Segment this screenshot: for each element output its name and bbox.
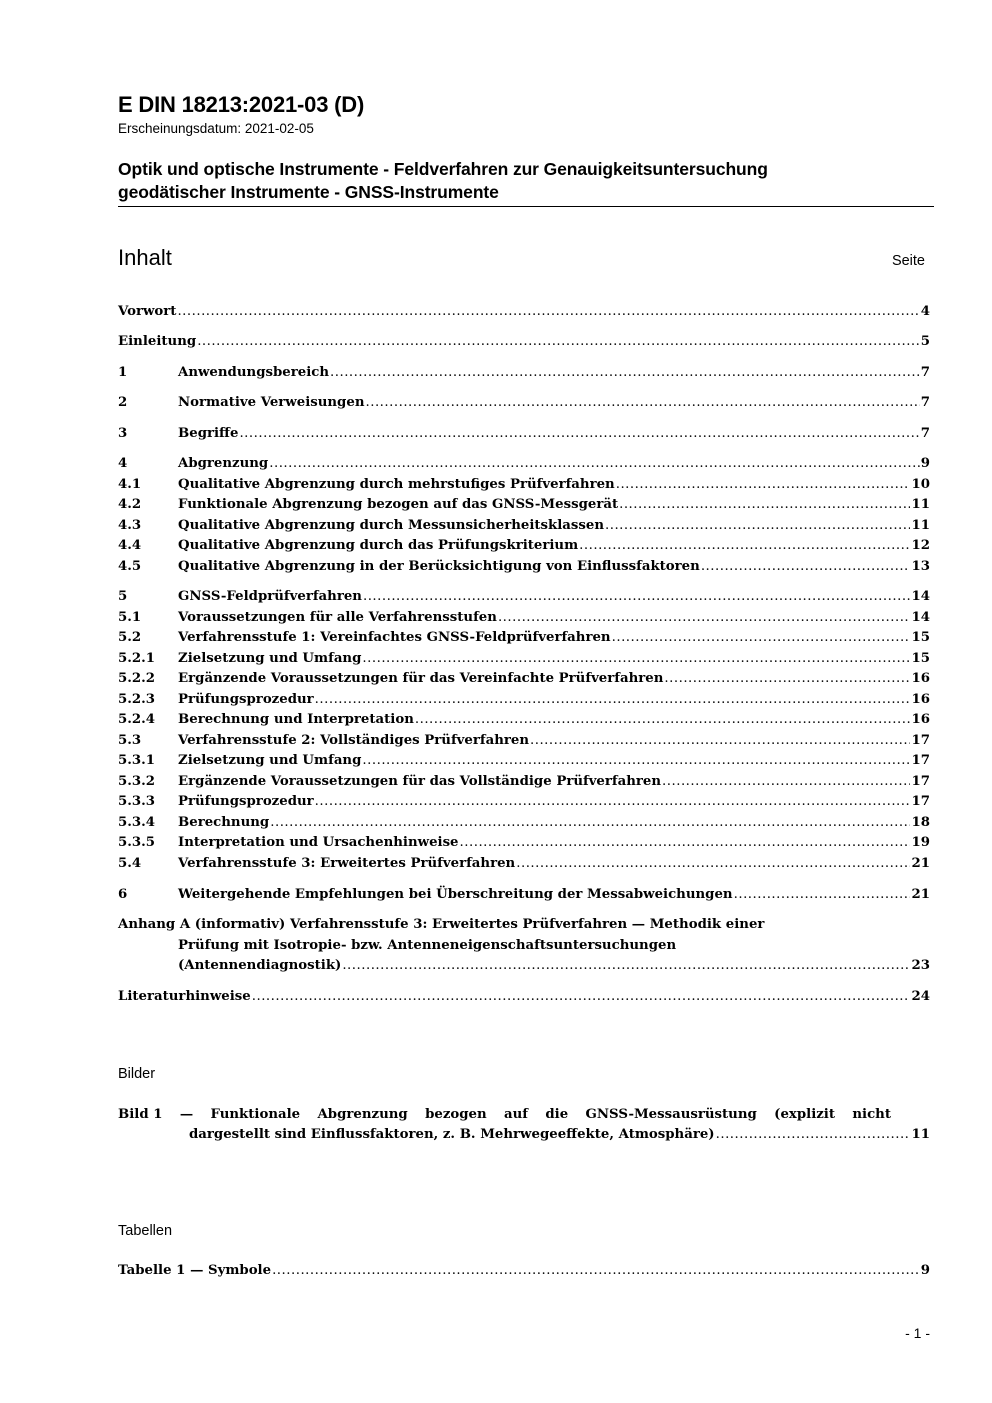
leader-dots — [605, 516, 910, 537]
leader-dots — [363, 587, 911, 608]
toc-page: 17 — [911, 794, 930, 809]
page-column-label: Seite — [891, 253, 925, 269]
bild-1-word: GNSS-Messausrüstung — [585, 1107, 757, 1122]
toc-label: Funktionale Abgrenzung bezogen auf das GNSS-Messgerät — [178, 497, 619, 512]
toc-entry-3[interactable] — [118, 424, 930, 445]
toc-entry-4-5[interactable] — [118, 557, 930, 578]
page-number: - 1 - — [905, 1325, 930, 1341]
toc-number: 4.5 — [118, 558, 142, 574]
leader-dots — [272, 1261, 920, 1282]
toc-entry-5-2-3[interactable] — [118, 690, 930, 711]
toc-number: 2 — [118, 395, 128, 410]
anhang-a-line-3 — [118, 956, 930, 977]
leader-dots — [612, 628, 911, 649]
bild-1-word: auf — [504, 1107, 529, 1122]
toc-page: 15 — [911, 650, 930, 666]
toc-entry-5-2-1[interactable] — [118, 649, 930, 670]
toc-label: Begriffe — [178, 426, 239, 441]
toc-number: 1 — [118, 365, 128, 380]
bild-1-word: Bild 1 — [118, 1107, 163, 1122]
leader-dots — [252, 987, 911, 1008]
toc-page: 16 — [911, 691, 930, 707]
toc-label: Ergänzende Voraussetzungen für das Vereinfachte Prüfverfahren — [178, 671, 664, 686]
toc-number: 5.3.5 — [118, 835, 156, 850]
toc-label: Normative Verweisungen — [178, 395, 365, 410]
toc-number: 5.2 — [118, 630, 142, 645]
bild-1-word: (explizit — [774, 1107, 835, 1122]
toc-page: 11 — [911, 1127, 930, 1142]
toc-entry-tabelle-1[interactable] — [118, 1261, 930, 1282]
toc-block-front — [118, 302, 930, 323]
toc-number: 5.2.2 — [118, 671, 156, 686]
tables-heading: Tabellen — [118, 1223, 173, 1239]
toc-label: Anwendungsbereich — [178, 365, 330, 380]
toc-entry-5-1[interactable] — [118, 608, 930, 629]
toc-block-section-3 — [118, 424, 930, 445]
leader-dots — [197, 332, 920, 353]
toc-label: (Antennendiagnostik) — [178, 958, 342, 973]
toc-page: 18 — [911, 814, 930, 830]
leader-dots — [664, 669, 910, 690]
leader-dots — [516, 854, 910, 875]
toc-label: Berechnung — [178, 814, 270, 830]
contents-heading: Inhalt — [118, 245, 172, 270]
toc-block-einleitung — [118, 332, 930, 353]
toc-page: 7 — [920, 426, 930, 441]
toc-entry-1[interactable] — [118, 363, 930, 384]
toc-page: 5 — [920, 334, 930, 349]
toc-label: Prüfungsprozedur — [178, 794, 314, 809]
toc-label: Abgrenzung — [178, 456, 269, 471]
toc-label: dargestellt sind Einflussfaktoren, z. B. Mehrwegeeffekte, Atmosphäre) — [189, 1127, 715, 1142]
leader-dots — [315, 792, 911, 813]
toc-label: GNSS-Feldprüfverfahren — [178, 589, 362, 604]
toc-label: Qualitative Abgrenzung durch Messunsicherheitsklassen — [178, 517, 604, 533]
toc-label: Qualitative Abgrenzung durch das Prüfungskriterium — [178, 538, 579, 553]
toc-page: 17 — [911, 732, 930, 748]
leader-dots — [269, 454, 920, 475]
toc-entry-einleitung[interactable] — [118, 332, 930, 353]
leader-dots — [315, 690, 911, 711]
title-line-1: Optik und optische Instrumente - Feldverfahren zur Genauigkeitsuntersuchung — [118, 159, 768, 179]
toc-entry-4[interactable] — [118, 454, 930, 475]
toc-page: 19 — [911, 835, 930, 850]
publication-date: Erscheinungsdatum: 2021-02-05 — [118, 121, 314, 136]
toc-number: 5.3.2 — [118, 773, 156, 789]
toc-block-tabellen — [118, 1261, 930, 1282]
bild-1-word: Abgrenzung — [317, 1107, 408, 1122]
toc-page: 16 — [911, 712, 930, 727]
toc-number: 5.3.3 — [118, 794, 156, 809]
leader-dots — [498, 608, 911, 629]
toc-page: 11 — [911, 517, 930, 533]
toc-page: 15 — [911, 630, 930, 645]
toc-page: 16 — [911, 671, 930, 686]
toc-label: Einleitung — [118, 334, 197, 349]
toc-page: 14 — [911, 589, 930, 604]
toc-page: 10 — [911, 476, 930, 492]
toc-block-section-6 — [118, 885, 930, 906]
toc-block-section-5 — [118, 587, 930, 874]
bild-1-line-2 — [118, 1125, 930, 1146]
toc-block-literatur — [118, 987, 930, 1008]
toc-entry-5-2[interactable] — [118, 628, 930, 649]
anhang-a-line-1: Anhang A (informativ) Verfahrensstufe 3: Erweitertes Prüfverfahren — Methodik einer — [118, 917, 765, 932]
toc-label: Verfahrensstufe 3: Erweitertes Prüfverfahren — [178, 855, 516, 871]
leader-dots — [579, 536, 910, 557]
toc-page: 21 — [911, 855, 930, 871]
toc-entry-5-3-5[interactable] — [118, 833, 930, 854]
toc-entry-5-3-2[interactable] — [118, 772, 930, 793]
toc-number: 5.3.4 — [118, 814, 156, 830]
toc-page: 23 — [911, 958, 930, 973]
leader-dots — [701, 557, 911, 578]
bild-1-word: nicht — [852, 1107, 891, 1122]
leader-dots — [662, 772, 910, 793]
leader-dots — [460, 833, 911, 854]
leader-dots — [716, 1125, 911, 1146]
toc-label: Literaturhinweise — [118, 989, 251, 1004]
toc-number: 6 — [118, 887, 128, 902]
toc-label: Qualitative Abgrenzung durch mehrstufiges Prüfverfahren — [178, 476, 615, 492]
bild-1-word: — — [179, 1107, 194, 1122]
title-divider — [118, 206, 934, 207]
toc-number: 5.1 — [118, 609, 142, 625]
leader-dots — [619, 495, 910, 516]
bild-1-word: Funktionale — [210, 1107, 301, 1122]
toc-page: 24 — [911, 989, 930, 1004]
bild-1-line-1 — [118, 1104, 891, 1125]
toc-label: Ergänzende Voraussetzungen für das Vollständige Prüfverfahren — [178, 773, 662, 789]
toc-number: 4.2 — [118, 497, 142, 512]
toc-page: 21 — [911, 887, 930, 902]
toc-number: 5.2.4 — [118, 712, 156, 727]
toc-number: 5.2.1 — [118, 650, 156, 666]
toc-block-section-1 — [118, 363, 930, 384]
toc-entry-5-3-3[interactable] — [118, 792, 930, 813]
toc-page: 7 — [920, 365, 930, 380]
toc-entry-5-3[interactable] — [118, 731, 930, 752]
document-id: E DIN 18213:2021-03 (D) — [118, 92, 365, 117]
toc-number: 5 — [118, 589, 128, 604]
toc-number: 4.1 — [118, 476, 142, 492]
leader-dots — [734, 885, 911, 906]
toc-label: Verfahrensstufe 2: Vollständiges Prüfverfahren — [178, 732, 529, 748]
anhang-a-line-2: Prüfung mit Isotropie- bzw. Antenneneigenschaftsuntersuchungen — [178, 937, 677, 953]
toc-label: Vorwort — [118, 304, 177, 319]
toc-entry-6[interactable] — [118, 885, 930, 906]
leader-dots — [362, 751, 910, 772]
toc-label: Voraussetzungen für alle Verfahrensstufen — [178, 609, 497, 625]
toc-entry-literaturhinweise[interactable] — [118, 987, 930, 1008]
toc-entry-4-1[interactable] — [118, 475, 930, 496]
toc-number: 5.3.1 — [118, 753, 156, 768]
toc-label: Berechnung und Interpretation — [178, 712, 414, 727]
toc-entry-bild-1[interactable] — [118, 1104, 930, 1146]
toc-page: 4 — [920, 304, 930, 319]
toc-label: Interpretation und Ursachenhinweise — [178, 835, 459, 850]
figures-heading: Bilder — [118, 1066, 156, 1082]
toc-label: Qualitative Abgrenzung in der Berücksichtigung von Einflussfaktoren — [178, 558, 700, 574]
toc-number: 4.3 — [118, 517, 142, 533]
leader-dots — [270, 813, 910, 834]
leader-dots — [616, 475, 911, 496]
toc-number: 5.3 — [118, 732, 142, 748]
toc-number: 5.2.3 — [118, 691, 156, 707]
leader-dots — [362, 649, 910, 670]
toc-entry-5-3-1[interactable] — [118, 751, 930, 772]
leader-dots — [530, 731, 910, 752]
toc-page: 9 — [920, 456, 930, 471]
leader-dots — [330, 363, 920, 384]
bild-1-word: die — [545, 1107, 569, 1122]
toc-entry-4-4[interactable] — [118, 536, 930, 557]
toc-label: Prüfungsprozedur — [178, 691, 314, 707]
toc-number: 5.4 — [118, 855, 142, 871]
toc-number: 3 — [118, 426, 128, 441]
bild-1-word: bezogen — [425, 1107, 487, 1122]
leader-dots — [177, 302, 919, 323]
toc-entry-2[interactable] — [118, 393, 930, 414]
leader-dots — [415, 710, 911, 731]
toc-page: 7 — [920, 395, 930, 410]
toc-entry-4-3[interactable] — [118, 516, 930, 537]
leader-dots — [239, 424, 919, 445]
toc-label: Zielsetzung und Umfang — [178, 650, 362, 666]
toc-page: 13 — [911, 558, 930, 574]
toc-label: Tabelle 1 — Symbole — [118, 1263, 272, 1278]
toc-entry-5[interactable] — [118, 587, 930, 608]
toc-label: Zielsetzung und Umfang — [178, 753, 362, 768]
toc-entry-5-2-2[interactable] — [118, 669, 930, 690]
toc-page: 11 — [911, 497, 930, 512]
toc-entry-vorwort[interactable] — [118, 302, 930, 323]
title-line-2: geodätischer Instrumente - GNSS-Instrumente — [118, 182, 499, 202]
toc-entry-5-3-4[interactable] — [118, 813, 930, 834]
toc-entry-5-2-4[interactable] — [118, 710, 930, 731]
toc-entry-5-4[interactable] — [118, 854, 930, 875]
toc-page: 12 — [911, 538, 930, 553]
document-title — [118, 158, 934, 204]
toc-label: Verfahrensstufe 1: Vereinfachtes GNSS-Feldprüfverfahren — [178, 630, 611, 645]
toc-entry-anhang-a[interactable] — [118, 915, 930, 977]
toc-label: Weitergehende Empfehlungen bei Überschreitung der Messabweichungen — [178, 887, 733, 902]
toc-page: 14 — [911, 609, 930, 625]
toc-page: 17 — [911, 773, 930, 789]
toc-page: 17 — [911, 753, 930, 768]
toc-entry-4-2[interactable] — [118, 495, 930, 516]
toc-page: 9 — [920, 1263, 930, 1278]
toc-block-section-2 — [118, 393, 930, 414]
leader-dots — [366, 393, 920, 414]
toc-number: 4 — [118, 456, 128, 471]
toc-block-section-4 — [118, 454, 930, 577]
leader-dots — [342, 956, 910, 977]
toc-number: 4.4 — [118, 538, 142, 553]
